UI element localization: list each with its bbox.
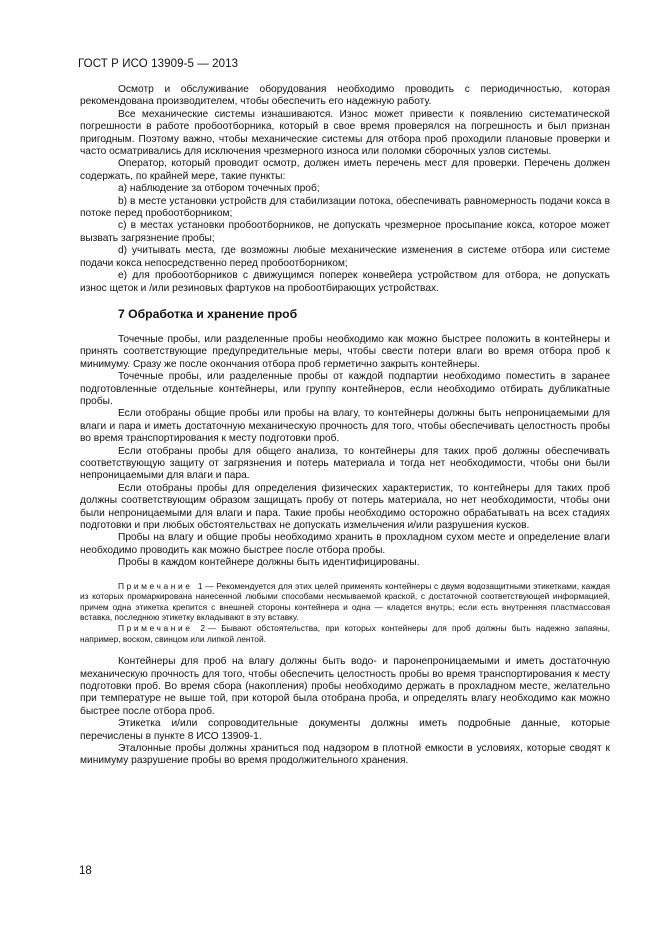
section-paragraph: Пробы на влагу и общие пробы необходимо хранить в прохладном сухом месте и определение влаги необходимо проводить как можно быстрее после отбора пробы. <box>80 532 610 556</box>
note-label: Примечание 1 <box>118 580 206 591</box>
note-label: Примечание 2 <box>118 623 208 633</box>
notes-block <box>80 581 610 645</box>
page-number: 18 <box>79 865 92 877</box>
checklist-item: е) для пробоотборников с движущимся поперек конвейера устройством для отбора, не допускать износ щеток и /или резиновых фартуков на пробоотбирающих устройствах. <box>80 270 610 294</box>
checklist-item: с) в местах установки пробоотборников, не допускать чрезмерное просыпание кокса, которое может вызвать загрязнение пробы; <box>80 220 610 244</box>
note-text: — Бывают обстоятельства, при которых контейнеры для проб должны быть надежно запаяны, например, воском, свинцом или липкой лентой. <box>80 623 610 644</box>
checklist-item: а) наблюдение за отбором точечных проб; <box>118 183 320 195</box>
checklist-item: d) учитывать места, где возможны любые механические изменения в системе отбора или системе подачи кокса непосредственно перед пробоотборником; <box>80 245 610 269</box>
note <box>80 581 610 623</box>
note-text: — Рекомендуется для этих целей применять контейнеры с двумя водозащитными этикетками, каждая из которых промаркирована нанесенной любыми способами несмываемой краской, с достаточной соответствующей информацией, причем одна этикетка крепится с внешней стороны контейнера и одна — кладется внутрь; если есть внутренняя пластмассовая вставка, последнюю этикетку вкладывают в эту вставку. <box>80 580 610 623</box>
intro-paragraph: Осмотр и обслуживание оборудования необходимо проводить с периодичностью, которая рекомендована производителем, чтобы обеспечить его надежную работу. <box>80 84 610 108</box>
checklist-item: b) в месте установки устройств для стабилизации потока, обеспечивать равномерность подачи кокса в потоке перед пробоотборником; <box>80 195 610 220</box>
section-paragraph: Точечные пробы, или разделенные пробы необходимо как можно быстрее положить в контейнеры и принять соответствующие предупредительные меры, чтобы свести потери влаги во время отбора проб к минимуму. Сразу же после окончания отбора проб герметично закрыть контейнеры. <box>80 333 610 370</box>
page-body <box>80 84 610 768</box>
note <box>80 623 610 644</box>
section-paragraph: Если отобраны пробы для общего анализа, то контейнеры для таких проб должны обеспечивать соответствующую защиту от загрязнения и потерь материала и тогда нет необходимости, чтобы они были непроницаемыми для влаги и пара. <box>80 445 610 482</box>
section-paragraph: Если отобраны пробы для определения физических характеристик, то контейнеры для таких проб должны соответствующим образом защищать пробу от потерь материала, но нет необходимости, чтобы они были непроницаемыми для влаги и пара. Такие пробы необходимо осторожно обрабатывать на всех стадиях подготовки и при любых обстоятельствах не допускать измельчения и/или разрушения кусков. <box>80 482 610 531</box>
section-paragraph: Точечные пробы, или разделенные пробы от каждой подпартии необходимо поместить в заранее подготовленные отдельные контейнеры, или группу контейнеров, если необходимо отбирать дубликатные пробы. <box>80 371 610 407</box>
closing-paragraph: Эталонные пробы должны храниться под надзором в плотной емкости в условиях, которые сводят к минимуму разрушение пробы во время продолжительного хранения. <box>80 743 610 767</box>
intro-paragraph: Все механические системы изнашиваются. Износ может привести к появлению систематической погрешности в работе пробоотборника, который в свое время проверялся на погрешность и был признан пригодным. Поэтому важно, чтобы механические системы для отбора проб проходили плановые проверки и часто осматривались для исключения чрезмерного износа или поломки сборочных узлов системы. <box>80 108 610 158</box>
section-paragraph: Если отобраны общие пробы или пробы на влагу, то контейнеры должны быть непроницаемыми для влаги и пара и иметь достаточную механическую прочность для того, чтобы обеспечивать целостность пробы во время транспортирования к месту подготовки проб. <box>80 408 610 445</box>
section-paragraph: Пробы в каждом контейнере должны быть идентифицированы. <box>118 557 420 569</box>
intro-paragraph: Оператор, который проводит осмотр, должен иметь перечень мест для проверки. Перечень должен содержать, по крайней мере, такие пункты: <box>80 158 610 182</box>
closing-paragraph: Контейнеры для проб на влагу должны быть водо- и паронепроницаемыми и иметь достаточную механическую прочность для того, чтобы обеспечить целостность пробы во время транспортирования к месту подготовки проб. Во время сбора (накопления) пробы необходимо держать в прохладном месте, желательно при температуре не выше той, при которой была отобрана проба, и определять влагу необходимо как можно быстрее после отбора проб. <box>80 656 610 717</box>
document-header: ГОСТ Р ИСО 13909-5 — 2013 <box>78 58 239 70</box>
closing-paragraph: Этикетка и/или сопроводительные документы должны иметь подробные данные, которые перечислены в пункте 8 ИСО 13909-1. <box>80 718 610 742</box>
section-heading: 7 Обработка и хранение проб <box>118 306 298 321</box>
